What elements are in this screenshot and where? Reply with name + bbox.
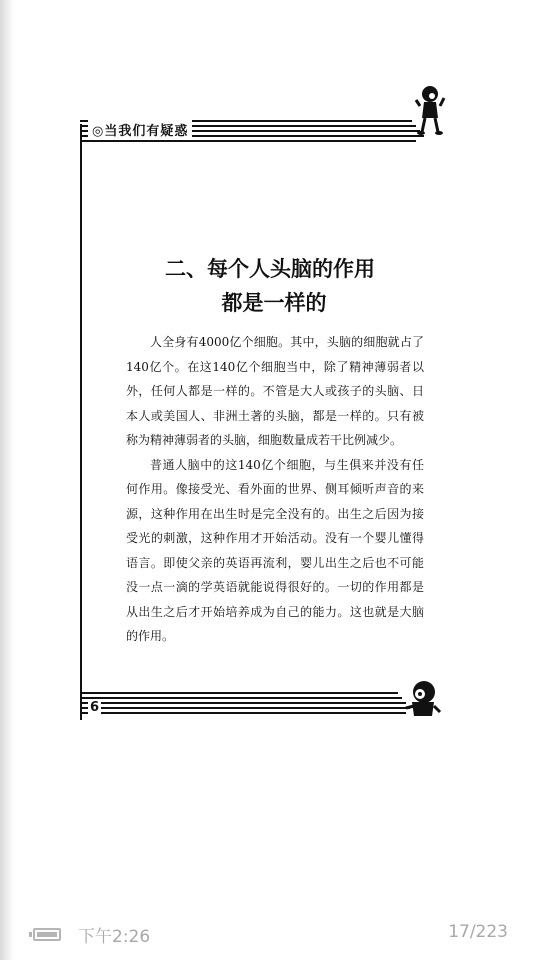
paragraph: 普通人脑中的这140亿个细胞，与生俱来并没有任何作用。像接受光、看外面的世界、侧耳倾听声音的来源，这种作用在出生时是完全没有的。出生之后因为接受光的刺激，这种作用才开始活动。没有一个婴儿懂得语言。即使父亲的英语再流利，婴儿出生之后也不可能没一点一滴的学英语就能说得很好的。一切的作用都是从出生之后才开始培养成为自己的能力。这也就是大脑的作用。 — [126, 457, 424, 643]
footer-rule — [80, 702, 406, 704]
footer-rule — [80, 692, 398, 694]
running-head: ◎当我们有疑惑 — [88, 120, 192, 139]
chapter-title-line2: 都是一样的 — [221, 290, 327, 315]
header-rule — [80, 140, 416, 142]
chapter-title-line1: 二、每个人头脑的作用 — [165, 256, 375, 281]
cartoon-child-icon — [414, 84, 446, 136]
reader-status-bar — [0, 918, 540, 950]
clock: 下午2:26 — [78, 927, 151, 947]
paragraph: 人全身有4000亿个细胞。其中，头脑的细胞就占了140亿个。在这140亿个细胞当中，除了精神薄弱者以外，任何人都是一样的。不管是大人或孩子的头脑、日本人或美国人、非洲土著的头脑，都是一样的。只有被称为精神薄弱者的头脑，细胞数量成若干比例减少。 — [126, 335, 424, 447]
page-number: 6 — [90, 700, 100, 715]
battery-icon — [33, 928, 61, 941]
page-edge-shadow — [0, 0, 14, 960]
body-text — [126, 330, 424, 649]
chapter-title — [80, 252, 460, 320]
footer-rule — [80, 712, 406, 714]
page-progress: 17/223 — [448, 922, 508, 942]
cartoon-child-icon — [402, 678, 442, 720]
footer-rule — [80, 697, 402, 699]
footer-rule — [80, 707, 410, 709]
page-frame-left — [80, 124, 82, 720]
